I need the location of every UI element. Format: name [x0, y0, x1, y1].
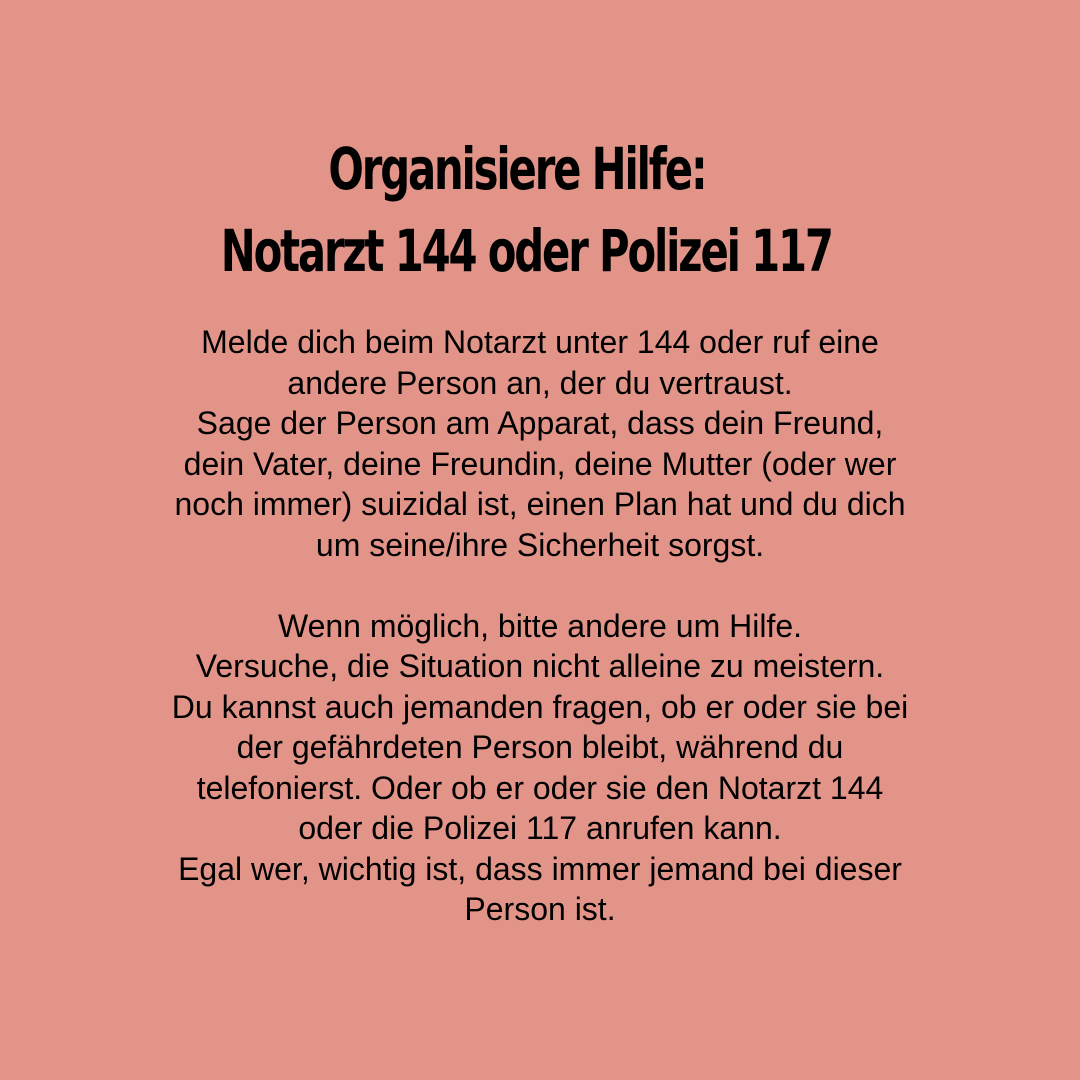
- heading-line-1: Organisiere Hilfe:: [328, 135, 706, 203]
- paragraph-spacer: [100, 565, 980, 606]
- heading-line-2: Notarzt 144 oder Polizei 117: [220, 217, 832, 285]
- paragraph-call-emergency: [100, 322, 980, 565]
- paragraph-line: der gefährdeten Person bleibt, während du: [236, 729, 844, 765]
- paragraph-line: Person ist.: [464, 891, 616, 927]
- body-text: [100, 322, 980, 930]
- paragraph-line: oder die Polizei 117 anrufen kann.: [298, 810, 782, 846]
- paragraph-line: Versuche, die Situation nicht alleine zu meistern.: [195, 648, 885, 684]
- paragraph-line: Wenn möglich, bitte andere um Hilfe.: [277, 607, 803, 644]
- paragraph-line: Du kannst auch jemanden fragen, ob er oder sie bei: [171, 688, 909, 725]
- heading: [151, 128, 929, 292]
- paragraph-line: Sage der Person am Apparat, dass dein Freund,: [196, 405, 884, 441]
- paragraph-line: noch immer) suizidal ist, einen Plan hat und du dich: [174, 486, 906, 522]
- paragraph-line: Egal wer, wichtig ist, dass immer jemand bei dieser: [178, 850, 902, 887]
- paragraph-line: um seine/ihre Sicherheit sorgst.: [315, 526, 765, 563]
- paragraph-line: telefonierst. Oder ob er oder sie den Notarzt 144: [196, 769, 884, 806]
- paragraph-line: andere Person an, der du vertraust.: [287, 364, 793, 401]
- paragraph-line: Melde dich beim Notarzt unter 144 oder ruf eine: [201, 324, 879, 360]
- paragraph-line: dein Vater, deine Freundin, deine Mutter (oder wer: [183, 445, 897, 482]
- paragraph-ask-for-help: [100, 606, 980, 930]
